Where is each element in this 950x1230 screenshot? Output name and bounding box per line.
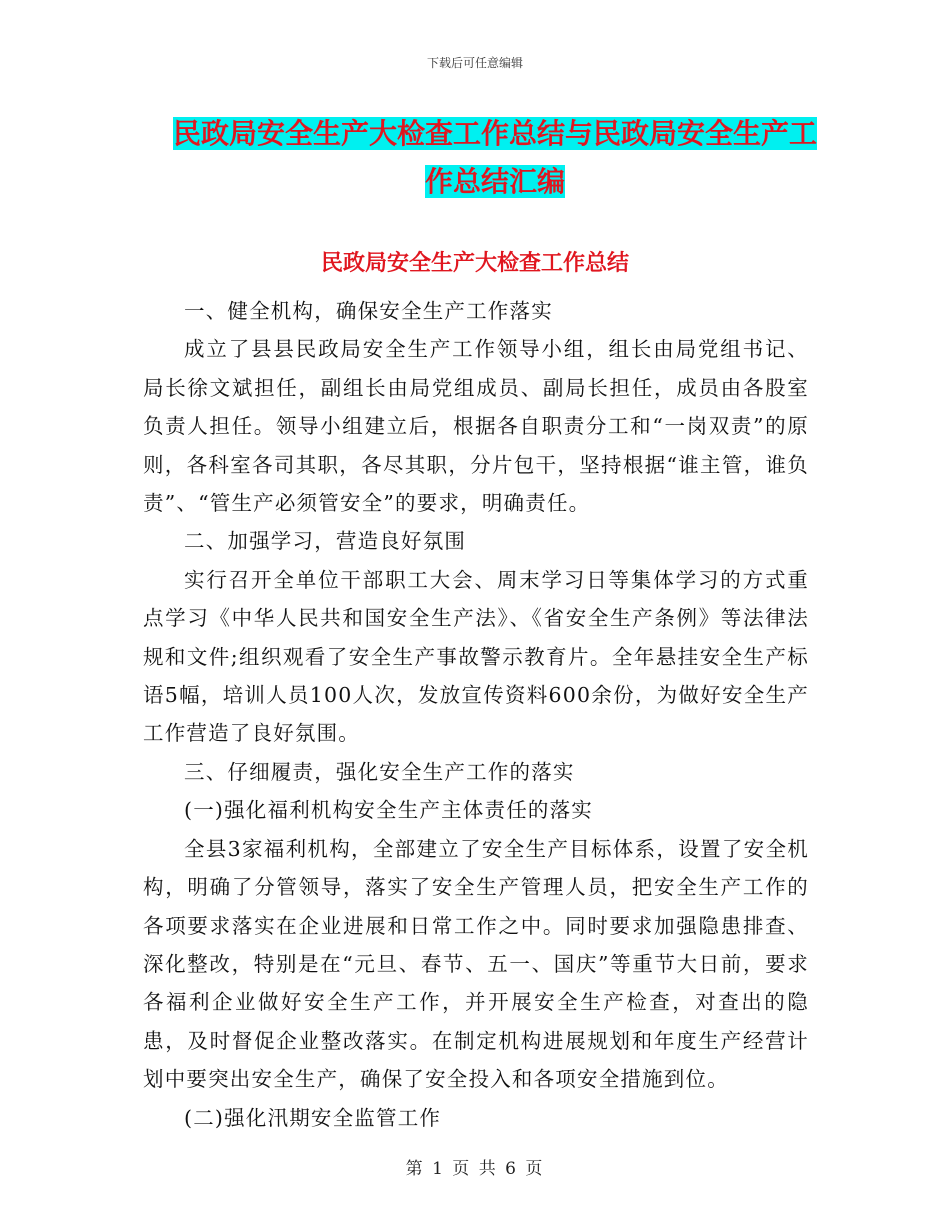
page-number: 第 1 页 共 6 页 [405, 1159, 545, 1179]
section-title: 民政局安全生产大检查工作总结 [320, 251, 629, 276]
document-title-line-2: 作总结汇编 [424, 165, 565, 198]
heading-1: 一、健全机构，确保安全生产工作落实 [184, 299, 553, 323]
paragraph-3: 全县3家福利机构，全部建立了安全生产目标体系，设置了安全机构，明确了分管领导，落实了安全生产管理人员，把安全生产工作的各项要求落实在企业进展和日常工作之中。同时要求加强隐患排查、深化整改，特别是在“元旦、春节、五一、国庆”等重节大日前，要求各福利企业做好安全生产工作，并开展安全生产检查，对查出的隐患，及时督促企业整改落实。在制定机构进展规划和年度生产经营计划中要突出安全生产，确保了安全投入和各项安全措施到位。 [143, 836, 809, 1092]
page-header-note: 下载后可任意编辑 [426, 56, 523, 70]
document-title-line-1: 民政局安全生产大检查工作总结与民政局安全生产工 [172, 117, 817, 150]
document-title [170, 110, 820, 206]
paragraph-1: 成立了县县民政局安全生产工作领导小组，组长由局党组书记、局长徐文斌担任，副组长由局党组成员、副局长担任，成员由各股室负责人担任。领导小组建立后，根据各自职责分工和“一岗双责”的原则，各科室各司其职，各尽其职，分片包干，坚持根据“谁主管，谁负责”、“管生产必须管安全”的要求，明确责任。 [143, 337, 809, 516]
subheading-3-1: (一)强化福利机构安全生产主体责任的落实 [184, 798, 593, 823]
heading-3: 三、仔细履责，强化安全生产工作的落实 [184, 759, 575, 784]
subheading-3-2: (二)强化汛期安全监管工作 [184, 1105, 442, 1130]
document-body [143, 292, 809, 1137]
paragraph-2: 实行召开全单位干部职工大会、周末学习日等集体学习的方式重点学习《中华人民共和国安全生产法》、《省安全生产条例》等法律法规和文件;组织观看了安全生产事故警示教育片。全年悬挂安全生产标语5幅，培训人员100人次，发放宣传资料600余份，为做好安全生产工作营造了良好氛围。 [143, 567, 809, 746]
heading-2: 二、加强学习，营造良好氛围 [184, 529, 467, 554]
